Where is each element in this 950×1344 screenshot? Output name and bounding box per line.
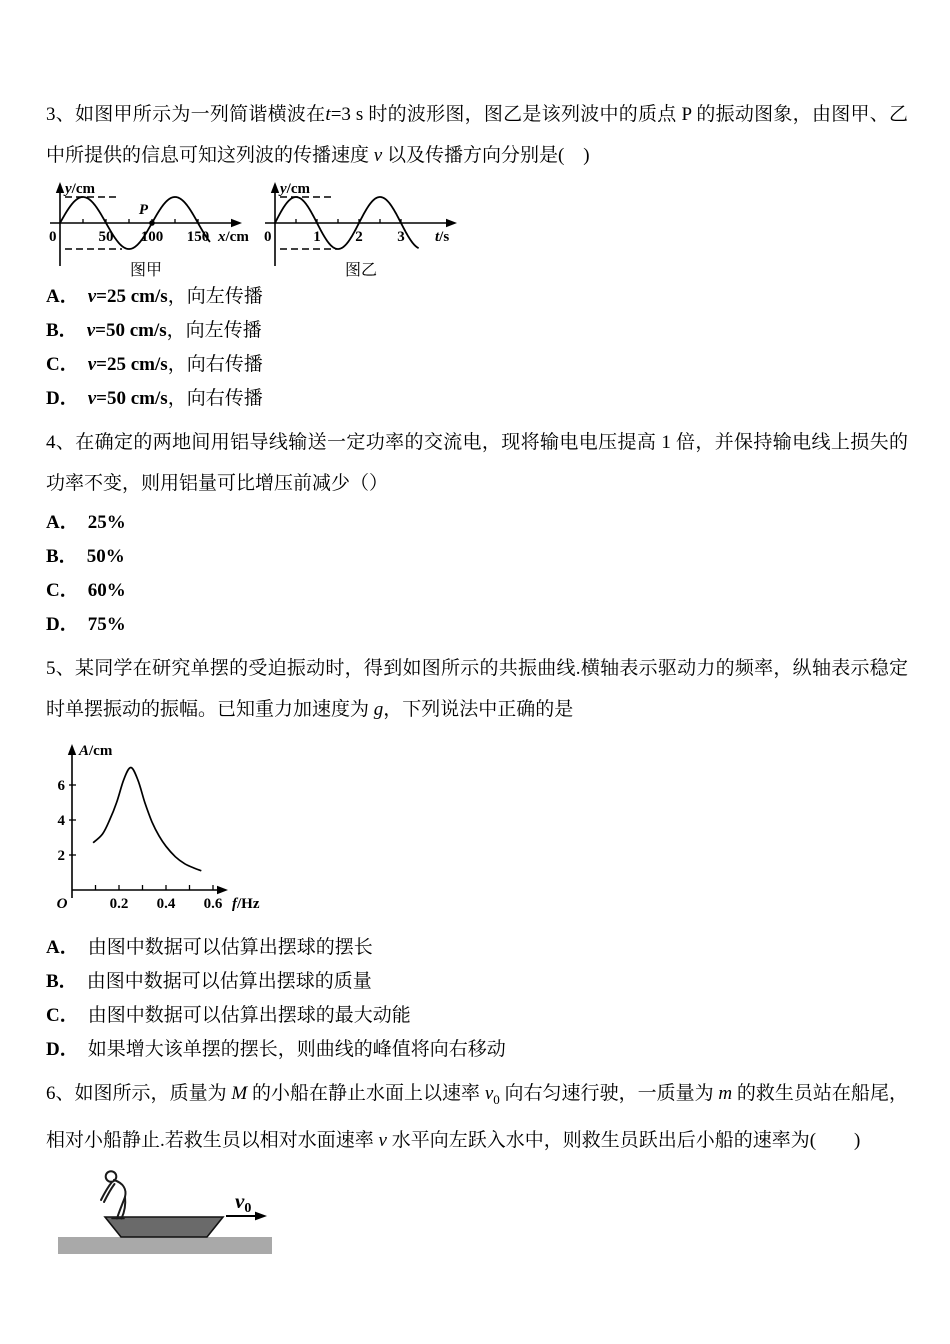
svg-text:A/cm: A/cm xyxy=(79,743,113,759)
option-b xyxy=(46,971,908,993)
option-value: v=25 cm/s xyxy=(87,354,168,375)
water-surface xyxy=(58,1237,272,1254)
option-text: ，向左传播 xyxy=(167,286,263,307)
stem-segment: =3 s 时的波形图，图乙是该列波中的质点 P 的振动图象，由图甲、乙中所提供的信息可知这列波的传播速度 xyxy=(46,104,908,166)
variable-v0: v xyxy=(484,1083,494,1104)
svg-text:图乙: 图乙 xyxy=(344,262,378,278)
question-3-options xyxy=(46,286,908,410)
svg-text:图甲: 图甲 xyxy=(129,262,163,278)
stem-segment: 5、某同学在研究单摆的受迫振动时，得到如图所示的共振曲线.横轴表示驱动力的频率，纵轴表示稳定时单摆振动的振幅。已知重力加速度为 xyxy=(46,658,908,720)
option-b xyxy=(46,546,908,568)
question-5-options xyxy=(46,937,908,1061)
option-letter: C． xyxy=(46,354,79,375)
v0-arrow-head xyxy=(255,1211,267,1220)
variable-m: m xyxy=(718,1083,733,1104)
option-letter: D． xyxy=(46,388,79,409)
option-letter: D． xyxy=(46,1039,79,1060)
option-a xyxy=(46,512,908,534)
option-letter: C． xyxy=(46,1005,79,1026)
option-text: ，向右传播 xyxy=(167,354,263,375)
option-value: v=50 cm/s xyxy=(87,388,168,409)
question-5 xyxy=(46,648,908,1061)
question-3-figures xyxy=(46,178,908,278)
question-5-stem xyxy=(46,648,908,730)
question-6 xyxy=(46,1073,908,1259)
option-letter: C． xyxy=(46,580,79,601)
option-text: 75% xyxy=(87,614,126,635)
svg-text:P: P xyxy=(138,202,148,218)
option-letter: D． xyxy=(46,614,79,635)
stem-segment: 的救生员站在船尾，相对小船静止.若救生员以相对水面速率 xyxy=(46,1083,908,1151)
option-d xyxy=(46,614,908,636)
svg-text:0: 0 xyxy=(49,229,57,245)
stem-segment: 向右匀速行驶，一质量为 xyxy=(499,1083,719,1104)
question-3-stem xyxy=(46,94,908,176)
variable-M: M xyxy=(231,1083,248,1104)
svg-text:0: 0 xyxy=(264,229,272,245)
svg-text:y/cm: y/cm xyxy=(65,181,95,197)
stem-segment: 4、在确定的两地间用铝导线输送一定功率的交流电，现将输电电压提高 1 倍，并保持输电线上损失的功率不变，则用铝量可比增压前减少（） xyxy=(46,432,908,494)
resonance-curve-graph xyxy=(54,738,299,923)
question-4-options xyxy=(46,512,908,636)
svg-text:2: 2 xyxy=(355,229,363,245)
stem-segment: 以及传播方向分别是( ) xyxy=(382,145,590,166)
option-d xyxy=(46,388,908,410)
svg-text:0.4: 0.4 xyxy=(156,896,176,912)
option-value: v=25 cm/s xyxy=(87,286,168,307)
stem-segment: ，下列说法中正确的是 xyxy=(383,699,574,720)
wave-displacement-graph xyxy=(46,178,261,278)
question-6-stem xyxy=(46,1073,908,1161)
option-d xyxy=(46,1039,908,1061)
svg-text:4: 4 xyxy=(57,813,65,829)
svg-text:6: 6 xyxy=(57,778,65,794)
variable-v0-sub: 0 xyxy=(493,1091,500,1107)
stem-segment: 6、如图所示，质量为 xyxy=(46,1083,232,1104)
stem-segment: 3、如图甲所示为一列简谐横波在 xyxy=(46,104,326,125)
svg-text:0.6: 0.6 xyxy=(203,896,223,912)
svg-text:50: 50 xyxy=(98,229,114,245)
option-value: v=50 cm/s xyxy=(86,320,167,341)
svg-text:x/cm: x/cm xyxy=(218,229,249,245)
option-letter: B． xyxy=(46,546,78,567)
option-text: ，向左传播 xyxy=(166,320,262,341)
svg-text:y/cm: y/cm xyxy=(280,181,310,197)
svg-text:t/s: t/s xyxy=(435,229,450,245)
v0-label: v0 xyxy=(235,1188,252,1216)
question-3 xyxy=(46,94,908,410)
option-text: 由图中数据可以估算出摆球的最大动能 xyxy=(87,1005,411,1026)
svg-text:3: 3 xyxy=(397,229,405,245)
option-text: 由图中数据可以估算出摆球的摆长 xyxy=(87,937,373,958)
boat-figure xyxy=(50,1167,320,1259)
svg-text:1: 1 xyxy=(313,229,321,245)
svg-text:100: 100 xyxy=(140,229,164,245)
question-4 xyxy=(46,422,908,636)
variable-t: t xyxy=(325,104,331,125)
diver-back xyxy=(114,1180,126,1197)
svg-text:0.2: 0.2 xyxy=(109,896,129,912)
option-letter: A． xyxy=(46,512,79,533)
option-text: 如果增大该单摆的摆长，则曲线的峰值将向右移动 xyxy=(87,1039,506,1060)
option-text: 50% xyxy=(86,546,125,567)
question-4-stem xyxy=(46,422,908,504)
stem-segment: 水平向左跃入水中，则救生员跃出后小船的速率为( ) xyxy=(386,1129,861,1151)
svg-text:150: 150 xyxy=(186,229,210,245)
option-letter: A． xyxy=(46,286,79,307)
option-letter: A． xyxy=(46,937,79,958)
variable-g: g xyxy=(373,699,384,720)
diver-figure xyxy=(101,1171,126,1218)
stem-segment: 的小船在静止水面上以速率 xyxy=(247,1083,485,1104)
option-c xyxy=(46,580,908,602)
option-letter: B． xyxy=(46,971,78,992)
wave-vibration-graph xyxy=(261,178,476,278)
option-text: ，向右传播 xyxy=(167,388,263,409)
option-a xyxy=(46,286,908,308)
svg-text:O: O xyxy=(56,896,68,912)
svg-text:2: 2 xyxy=(57,848,65,864)
option-text: 25% xyxy=(87,512,126,533)
option-a xyxy=(46,937,908,959)
variable-v: v xyxy=(373,145,383,166)
option-text: 由图中数据可以估算出摆球的质量 xyxy=(86,971,372,992)
variable-v: v xyxy=(378,1129,387,1151)
option-c xyxy=(46,354,908,376)
option-text: 60% xyxy=(87,580,126,601)
option-letter: B． xyxy=(46,320,78,341)
option-c xyxy=(46,1005,908,1027)
boat-hull xyxy=(105,1217,223,1237)
option-b xyxy=(46,320,908,342)
svg-text:f/Hz: f/Hz xyxy=(232,896,260,912)
